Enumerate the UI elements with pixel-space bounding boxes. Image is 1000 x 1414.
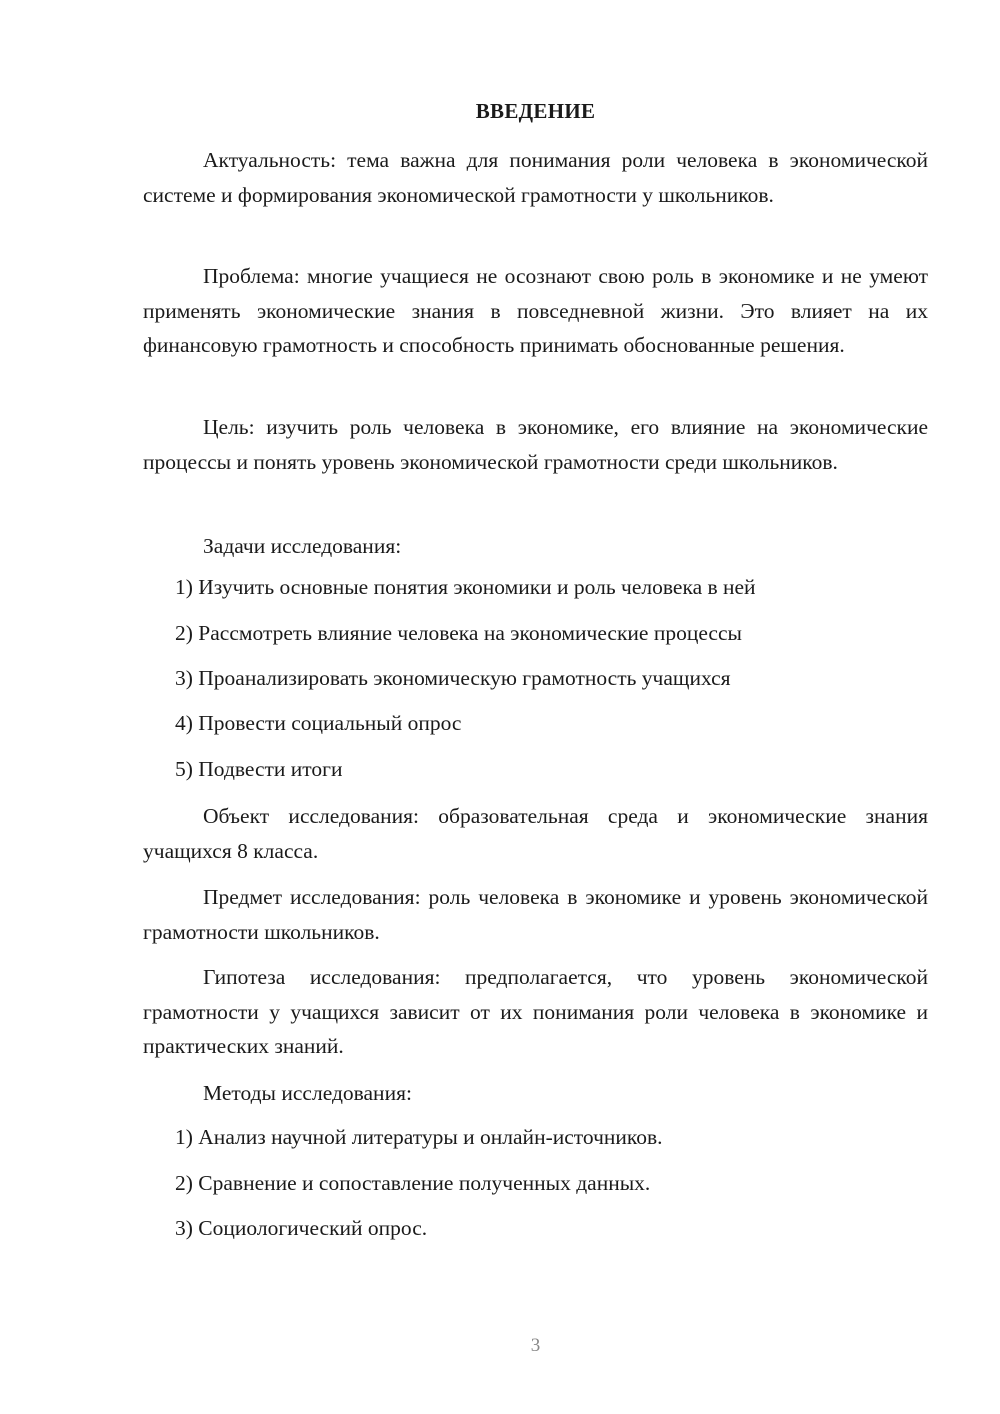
method-item-3: 3) Социологический опрос. — [175, 1216, 428, 1240]
task-item-3: 3) Проанализировать экономическую грамотность учащихся — [175, 666, 731, 690]
page-title: ВВЕДЕНИЕ — [475, 99, 596, 123]
subject-paragraph: Предмет исследования: роль человека в экономике и уровень экономической грамотности школьников. — [143, 885, 928, 944]
object-paragraph: Объект исследования: образовательная среда и экономические знания учащихся 8 класса. — [143, 804, 928, 863]
relevance-paragraph: Актуальность: тема важна для понимания роли человека в экономической системе и формирования экономической грамотности у школьников. — [143, 148, 928, 207]
goal-paragraph: Цель: изучить роль человека в экономике, его влияние на экономические процессы и понять уровень экономической грамотности среди школьников. — [143, 415, 928, 474]
task-item-2: 2) Рассмотреть влияние человека на экономические процессы — [175, 621, 742, 645]
task-item-1: 1) Изучить основные понятия экономики и роль человека в ней — [175, 575, 756, 599]
hypothesis-paragraph: Гипотеза исследования: предполагается, что уровень экономической грамотности у учащихся зависит от их понимания роли человека в экономике и практических знаний. — [143, 965, 928, 1058]
task-item-4: 4) Провести социальный опрос — [175, 711, 462, 735]
problem-paragraph: Проблема: многие учащиеся не осознают свою роль в экономике и не умеют применять экономические знания в повседневной жизни. Это влияет на их финансовую грамотность и способность принимать обоснованные решения. — [143, 264, 928, 357]
method-item-2: 2) Сравнение и сопоставление полученных данных. — [175, 1171, 651, 1195]
methods-heading: Методы исследования: — [203, 1081, 412, 1105]
method-item-1: 1) Анализ научной литературы и онлайн-источников. — [175, 1125, 663, 1149]
task-item-5: 5) Подвести итоги — [175, 757, 343, 781]
tasks-heading: Задачи исследования: — [203, 534, 402, 558]
page-number: 3 — [530, 1335, 541, 1356]
